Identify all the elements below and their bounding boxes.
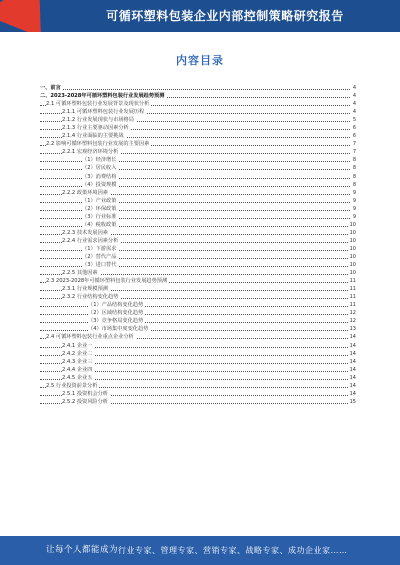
- toc-entry[interactable]: [40, 92, 356, 100]
- toc-entry[interactable]: [40, 309, 356, 317]
- toc-page-number: 11: [349, 302, 356, 309]
- toc-page-number: 14: [349, 350, 356, 357]
- toc-entry[interactable]: [40, 221, 356, 229]
- toc-page-number: 13: [349, 326, 356, 333]
- toc-entry-text: 2.5.1 投资机会分析: [62, 390, 108, 397]
- toc-entry[interactable]: [40, 333, 356, 341]
- toc-entry-text: 2.3 2023-2028年可循环塑料包装行业发展趋势预测: [46, 278, 168, 285]
- toc-entry-text: 2.3.1 行业规模预测: [62, 286, 108, 293]
- toc-page-number: 8: [352, 157, 356, 164]
- toc-entry[interactable]: [40, 317, 356, 325]
- toc-leader-dots: [40, 306, 350, 307]
- toc-page-number: 11: [349, 278, 356, 285]
- toc-entry-text: 2.1.1 可循环塑料包装行业发展历程: [62, 109, 145, 116]
- toc-page-number: 9: [352, 197, 356, 204]
- toc-entry-text: （2）环保政策: [82, 205, 117, 212]
- toc-entry[interactable]: [40, 390, 356, 398]
- toc-entry-text: 2.2 影响可循环塑料包装行业发展的主要因素: [46, 141, 150, 148]
- toc-entry[interactable]: [40, 100, 356, 108]
- toc-page-number: 14: [349, 358, 356, 365]
- toc-entry-text: 二、2023-2028年可循环塑料包装行业发展趋势预测: [40, 93, 165, 100]
- toc-entry-text: 2.3.2 行业结构变化趋势: [62, 294, 119, 301]
- toc-entry-text: 2.4.3 企业三: [62, 358, 93, 365]
- toc-entry-text: 2.2.1 宏观经济环境分析: [62, 149, 119, 156]
- toc-entry-text: 2.1.2 行业发展现状与市场格局: [62, 117, 134, 124]
- toc-leader-dots: [40, 322, 350, 323]
- toc-entry[interactable]: [40, 261, 356, 269]
- toc-entry-text: （2）居民收入: [82, 165, 117, 172]
- toc-entry[interactable]: [40, 253, 356, 261]
- toc-entry[interactable]: [40, 164, 356, 172]
- toc-entry[interactable]: [40, 374, 356, 382]
- toc-entry-text: （4）市场集中度变化趋势: [88, 326, 149, 333]
- toc-page-number: 12: [349, 310, 356, 317]
- toc-page-number: 10: [349, 237, 356, 244]
- toc-page-number: 5: [352, 117, 356, 124]
- toc-entry-text: 2.4.2 企业二: [62, 350, 93, 357]
- toc-entry[interactable]: [40, 237, 356, 245]
- toc-entry[interactable]: [40, 140, 356, 148]
- toc-entry-text: （1）下游需求: [82, 245, 117, 252]
- table-of-contents: [40, 84, 356, 406]
- toc-leader-dots: [40, 330, 350, 331]
- toc-page-number: 4: [352, 85, 356, 91]
- toc-entry-text: （3）竞争格局变化趋势: [88, 318, 144, 325]
- toc-page-number: 10: [349, 221, 356, 228]
- toc-entry-text: （3）进口替代: [82, 262, 117, 269]
- footer-banner: [0, 536, 400, 565]
- toc-entry[interactable]: [40, 156, 356, 164]
- toc-entry-text: （1）产品结构变化趋势: [88, 302, 144, 309]
- header-red-corner: [0, 0, 69, 32]
- footer-slogan-right: 行业专家、管理专家、营销专家、战略专家、成功企业家……: [118, 546, 348, 555]
- toc-page-number: 15: [349, 398, 356, 405]
- toc-page-number: 10: [349, 270, 356, 277]
- toc-entry-text: 2.2.5 其他因素: [62, 270, 98, 277]
- toc-entry-text: （2）区域结构变化趋势: [88, 310, 144, 317]
- toc-entry[interactable]: [40, 342, 356, 350]
- report-title: 可循环塑料包装企业内部控制策略研究报告: [106, 9, 344, 23]
- toc-page-number: 4: [352, 101, 356, 108]
- toc-entry-text: （4）税收政策: [82, 221, 117, 228]
- toc-entry-text: 2.1.4 行业面临的主要挑战: [62, 133, 124, 140]
- toc-entry-text: 2.2.3 技术发展因素: [62, 229, 108, 236]
- toc-entry-text: 2.5.2 投资风险分析: [62, 398, 108, 405]
- toc-entry-text: （3）行业标准: [82, 213, 117, 220]
- toc-entry-text: 2.4.4 企业四: [62, 366, 93, 373]
- toc-page-number: 7: [352, 141, 356, 148]
- toc-heading: 内容目录: [176, 54, 224, 67]
- toc-entry-text: 2.2.2 政策环境因素: [62, 189, 108, 196]
- toc-entry-text: （4）投资规模: [82, 181, 117, 188]
- toc-entry[interactable]: [40, 382, 356, 390]
- toc-page-number: 6: [352, 125, 356, 132]
- toc-page-number: 6: [352, 133, 356, 140]
- toc-entry-text: 2.4.1 企业一: [62, 342, 93, 349]
- toc-entry-text: （1）产业政策: [82, 197, 117, 204]
- toc-entry[interactable]: [40, 173, 356, 181]
- toc-page-number: 9: [352, 213, 356, 220]
- toc-entry-text: 2.1.3 行业主要驱动因素分析: [62, 125, 129, 132]
- toc-entry[interactable]: [40, 213, 356, 221]
- toc-entry-text: （1）经济增长: [82, 157, 117, 164]
- toc-entry[interactable]: [40, 124, 356, 132]
- toc-entry[interactable]: [40, 277, 356, 285]
- footer-slogan-left: 让每个人都能成为: [46, 545, 119, 555]
- toc-entry[interactable]: [40, 269, 356, 277]
- toc-page-number: 8: [352, 181, 356, 188]
- toc-page-number: 8: [352, 173, 356, 180]
- toc-entry[interactable]: [40, 84, 356, 92]
- toc-entry-text: （2）替代产品: [82, 253, 117, 260]
- toc-entry[interactable]: [40, 205, 356, 213]
- toc-page-number: 14: [349, 334, 356, 341]
- toc-page-number: 14: [349, 374, 356, 381]
- toc-entry[interactable]: [40, 350, 356, 358]
- toc-entry-text: 2.5 行业投资前景分析: [46, 382, 98, 389]
- toc-page-number: 14: [349, 342, 356, 349]
- toc-leader-dots: [40, 89, 350, 90]
- toc-entry[interactable]: [40, 229, 356, 237]
- report-header: [0, 0, 400, 32]
- toc-entry-text: 2.1 可循环塑料包装行业发展背景及现状分析: [46, 101, 150, 108]
- toc-page-number: 10: [349, 245, 356, 252]
- toc-entry[interactable]: [40, 197, 356, 205]
- toc-page-number: 11: [349, 294, 356, 301]
- toc-entry-text: 一、前言: [40, 85, 61, 91]
- toc-entry-text: 2.4.5 企业五: [62, 374, 93, 381]
- toc-page-number: 9: [352, 205, 356, 212]
- toc-entry[interactable]: [40, 132, 356, 140]
- toc-page-number: 4: [352, 93, 356, 100]
- toc-page-number: 4: [352, 109, 356, 116]
- toc-page-number: 7: [352, 149, 356, 156]
- toc-entry[interactable]: [40, 116, 356, 124]
- toc-page-number: 14: [349, 382, 356, 389]
- toc-entry[interactable]: [40, 285, 356, 293]
- toc-entry[interactable]: [40, 366, 356, 374]
- toc-page-number: 8: [352, 165, 356, 172]
- toc-page-number: 9: [352, 189, 356, 196]
- toc-entry[interactable]: [40, 189, 356, 197]
- toc-entry[interactable]: [40, 148, 356, 156]
- toc-entry-text: 2.2.4 行业需求因素分析: [62, 237, 119, 244]
- toc-leader-dots: [40, 314, 350, 315]
- toc-page-number: 12: [349, 318, 356, 325]
- toc-entry[interactable]: [40, 398, 356, 406]
- toc-entry[interactable]: [40, 358, 356, 366]
- toc-page-number: 10: [349, 229, 356, 236]
- toc-page-number: 14: [349, 390, 356, 397]
- toc-entry-text: 2.4 可循环塑料包装行业重点企业分析: [46, 334, 134, 341]
- toc-entry[interactable]: [40, 181, 356, 189]
- toc-entry[interactable]: [40, 301, 356, 309]
- toc-entry[interactable]: [40, 293, 356, 301]
- toc-entry[interactable]: [40, 108, 356, 116]
- toc-page-number: 10: [349, 262, 356, 269]
- toc-page-number: 10: [349, 253, 356, 260]
- toc-page-number: 11: [349, 286, 356, 293]
- toc-page-number: 14: [349, 366, 356, 373]
- toc-entry-text: （3）消费结构: [82, 173, 117, 180]
- toc-entry[interactable]: [40, 245, 356, 253]
- toc-entry[interactable]: [40, 325, 356, 333]
